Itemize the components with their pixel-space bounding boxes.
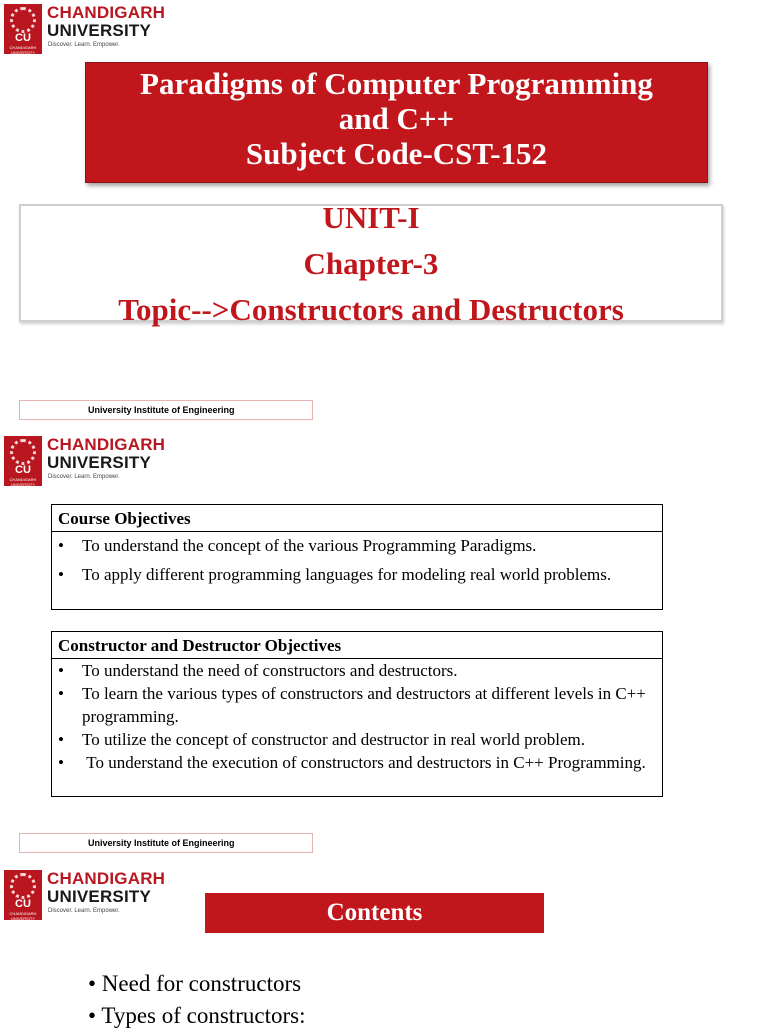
- course-objectives-header: Course Objectives: [52, 505, 662, 532]
- chapter-label: Chapter-3: [303, 246, 439, 281]
- brand-name-line2: UNIVERSITY: [47, 453, 152, 472]
- university-logo: [4, 870, 164, 920]
- university-emblem: CU CHANDIGARH UNIVERSITY: [4, 4, 42, 54]
- brand-name-line1: CHANDIGARH: [47, 3, 166, 22]
- list-item: • To learn the various types of constructors and destructors at different levels in C++ programming.: [58, 684, 646, 726]
- list-item: • To understand the need of constructors and destructors.: [58, 661, 458, 680]
- course-objectives-table: [51, 504, 663, 610]
- brand-name-line2: UNIVERSITY: [47, 887, 152, 906]
- contents-list: [88, 968, 305, 1032]
- footer-institute: University Institute of Engineering: [19, 400, 313, 420]
- footer-institute: University Institute of Engineering: [19, 833, 313, 853]
- topic-label: Topic-->Constructors and Destructors: [118, 292, 624, 327]
- list-item: • To understand the concept of the various Programming Paradigms.: [58, 536, 537, 555]
- university-logo: [4, 4, 164, 54]
- subject-code: Subject Code-CST-152: [245, 136, 548, 171]
- university-logo: [4, 436, 164, 486]
- brand-tagline: Discover. Learn. Empower.: [48, 908, 120, 914]
- course-title-line2: and C++: [338, 101, 455, 136]
- university-emblem: CU CHANDIGARH UNIVERSITY: [4, 870, 42, 920]
- cd-objectives-header: Constructor and Destructor Objectives: [52, 632, 662, 659]
- brand-tagline: Discover. Learn. Empower.: [48, 474, 120, 480]
- list-item: • To understand the execution of constructors and destructors in C++ Programming.: [58, 753, 646, 772]
- brand-name-line1: CHANDIGARH: [47, 435, 166, 454]
- course-title-box: [85, 62, 708, 183]
- university-emblem: CU CHANDIGARH UNIVERSITY: [4, 436, 42, 486]
- brand-name-line1: CHANDIGARH: [47, 869, 166, 888]
- list-item: • To apply different programming languages for modeling real world problems.: [58, 565, 612, 584]
- list-item: • To utilize the concept of constructor and destructor in real world problem.: [58, 730, 585, 749]
- brand-name-line2: UNIVERSITY: [47, 21, 152, 40]
- cd-objectives-table: [51, 631, 663, 797]
- unit-label: UNIT-I: [322, 200, 420, 235]
- contents-title: Contents: [205, 893, 544, 933]
- list-item: • Types of constructors:: [88, 1003, 306, 1028]
- unit-topic-box: [19, 200, 723, 327]
- brand-tagline: Discover. Learn. Empower.: [48, 42, 120, 48]
- course-title-line1: Paradigms of Computer Programming: [140, 66, 653, 101]
- list-item: • Need for constructors: [88, 971, 302, 996]
